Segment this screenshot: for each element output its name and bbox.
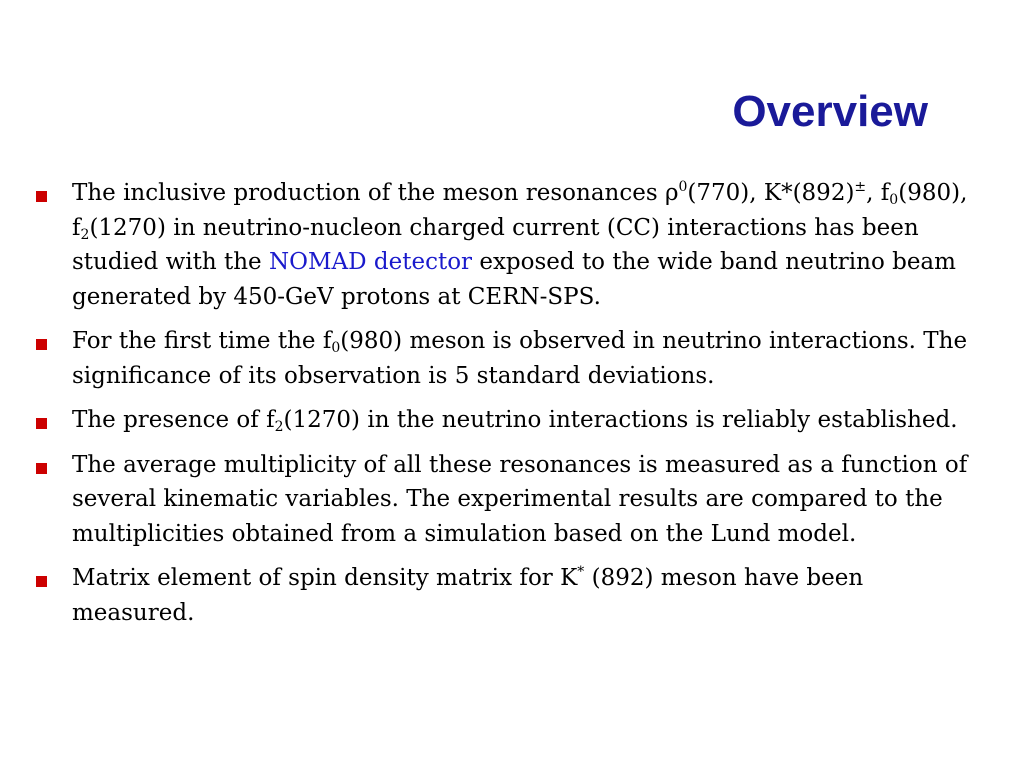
bullet-text <box>72 565 863 626</box>
page-title: Overview <box>732 87 928 136</box>
bullet-item-average-multiplicity <box>32 448 992 552</box>
red-square-icon <box>36 576 47 587</box>
subscript: 2 <box>274 419 284 435</box>
text-run: exposed to the wide band neutrino beam generated by 450-GeV protons at CERN-SPS. <box>72 249 956 310</box>
red-square-icon <box>36 339 47 350</box>
text-run: The presence of f <box>72 407 275 433</box>
text-run: (1270) in neutrino-nucleon charged current (CC) interactions has been studied with the <box>72 214 919 275</box>
text-run: (770), K*(892) <box>687 180 855 206</box>
subscript: 0 <box>331 340 341 356</box>
bullet-text <box>72 407 958 433</box>
red-square-icon <box>36 191 47 202</box>
text-run: The inclusive production of the meson resonances ρ <box>72 180 679 206</box>
bullet-text: The average multiplicity of all these resonances is measured as a function of several kinematic variables. The experimental results are compared to the multiplicities obtained from a simulation based on the Lund model. <box>72 451 968 547</box>
bullet-item-f0-observation <box>32 324 992 393</box>
superscript: ± <box>854 179 867 195</box>
text-run: For the first time the f <box>72 328 332 354</box>
text-run: (892) meson have been measured. <box>72 565 864 626</box>
subscript: 2 <box>80 226 90 243</box>
text-run: Matrix element of spin density matrix for K <box>72 565 578 591</box>
bullet-item-inclusive-production <box>32 176 992 314</box>
text-run: , f <box>866 180 890 206</box>
bullet-item-spin-density <box>32 561 992 630</box>
bullet-item-f2-presence <box>32 403 992 438</box>
text-run: (1270) in the neutrino interactions is reliably established. <box>283 407 958 433</box>
superscript: 0 <box>678 179 688 195</box>
bullet-text <box>72 180 967 310</box>
nomad-detector-link[interactable]: NOMAD detector <box>268 249 473 275</box>
red-square-icon <box>36 418 47 429</box>
subscript: 0 <box>889 192 899 208</box>
superscript: * <box>577 564 585 580</box>
bullet-text <box>72 328 967 389</box>
bullet-list <box>32 176 992 640</box>
text-run: (980), f <box>72 180 968 241</box>
text-run: (980) meson is observed in neutrino interactions. The significance of its observation is 5 standard deviations. <box>72 328 968 389</box>
red-square-icon <box>36 463 47 474</box>
